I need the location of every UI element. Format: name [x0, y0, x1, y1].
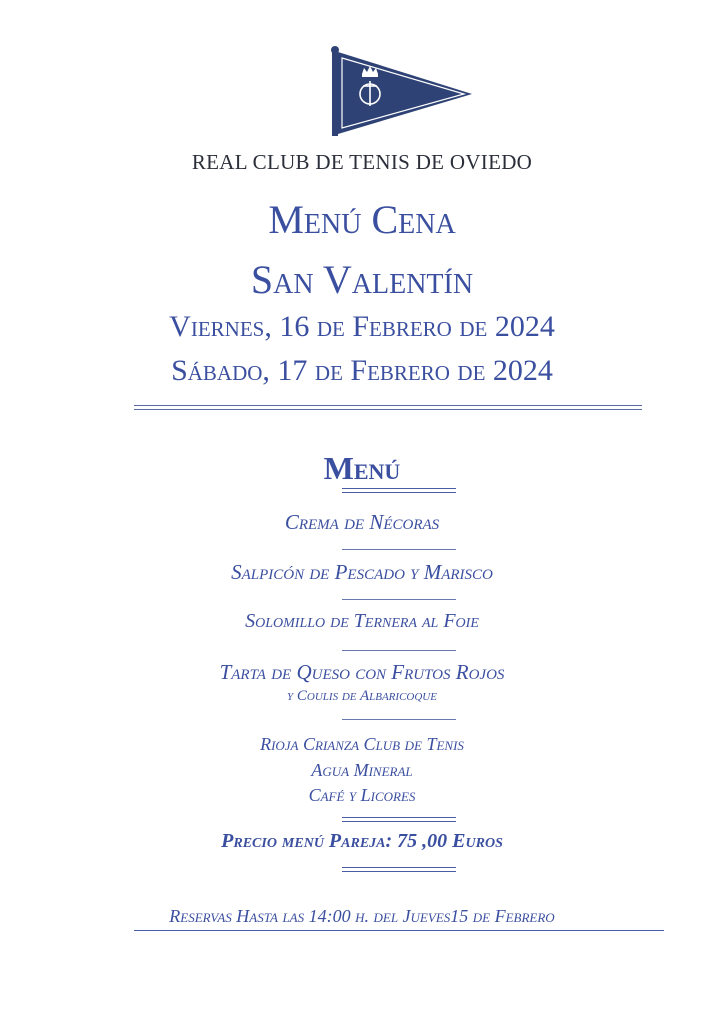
menu-heading: Menú [323, 450, 401, 486]
drink-item: Rioja Crianza Club de Tenis [260, 734, 464, 754]
price-bottom-rule [342, 867, 456, 868]
menu-item: Salpicón de Pescado y Marisco [231, 560, 493, 584]
dish-separator [342, 650, 456, 651]
date-line-1: Viernes, 16 de Febrero de 2024 [169, 310, 555, 343]
date-line-2: Sábado, 17 de Febrero de 2024 [171, 354, 553, 387]
menu-heading-underline-2 [342, 492, 456, 493]
drink-item: Agua Mineral [311, 760, 413, 780]
club-name: REAL CLUB DE TENIS DE OVIEDO [191, 150, 533, 174]
price-top-rule [342, 817, 456, 818]
menu-item: Solomillo de Ternera al Foie [245, 610, 479, 632]
drink-item: Café y Licores [308, 785, 416, 805]
header-divider-secondary [134, 409, 642, 410]
price-line: Precio menú Pareja: 75 ,00 Euros [221, 830, 503, 852]
page-title: Menú Cena [268, 197, 456, 242]
footer-rule [134, 930, 664, 931]
menu-item: Tarta de Queso con Frutos Rojos [219, 660, 505, 684]
menu-item-note: y Coulis de Albaricoque [287, 688, 437, 704]
reservation-note: Reservas Hasta las 14:00 h. del Jueves15 de Febrero [169, 906, 555, 926]
price-top-rule-2 [342, 821, 456, 822]
header-divider [134, 405, 642, 406]
menu-item: Crema de Nécoras [284, 510, 440, 534]
dish-separator [342, 719, 456, 720]
dish-separator [342, 549, 456, 550]
page-subtitle: San Valentín [250, 257, 474, 302]
club-pennant-logo [328, 46, 478, 138]
price-bottom-rule-2 [342, 871, 456, 872]
menu-heading-underline [342, 488, 456, 489]
dish-separator [342, 599, 456, 600]
